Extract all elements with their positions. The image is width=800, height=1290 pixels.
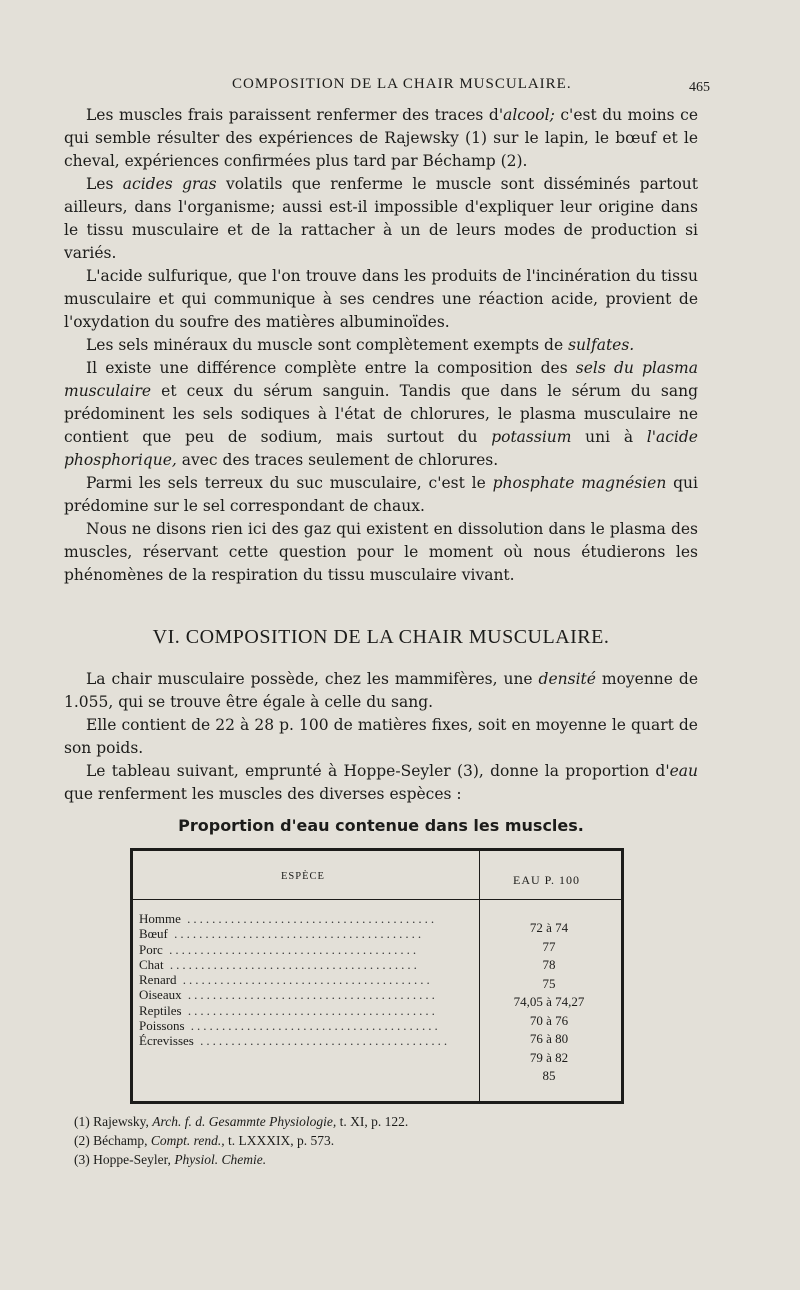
paragraph-matieres-fixes: Elle contient de 22 à 28 p. 100 de matières fixes, soit en moyenne le quart de son poids. bbox=[64, 716, 698, 757]
footnote-2: (2) Béchamp, Compt. rend., t. LXXXIX, p. 573. bbox=[74, 1133, 335, 1148]
paragraph-sels-terreux: Parmi les sels terreux du suc musculaire, c'est le phosphate magnésien qui prédomine sur le sel correspondant de chaux. bbox=[64, 474, 699, 515]
paragraph-acide-sulfurique: L'acide sulfurique, que l'on trouve dans les produits de l'incinération du tissu musculaire et qui communique à ses cendres une réaction acide, provient de l'oxydation du soufre des matières albuminoïdes. bbox=[64, 267, 698, 331]
footnotes bbox=[74, 1112, 674, 1169]
species-name: Chat bbox=[139, 956, 164, 972]
table-row-species bbox=[139, 957, 473, 972]
leader-dots: ........................................ bbox=[167, 926, 425, 942]
table-row-water: 79 à 82 bbox=[529, 1049, 569, 1065]
table-row-species bbox=[139, 987, 473, 1002]
table-row-species bbox=[139, 926, 473, 941]
section-title: VI. COMPOSITION DE LA CHAIR MUSCULAIRE. bbox=[152, 626, 610, 648]
species-name: Porc bbox=[139, 941, 163, 957]
table-row-species bbox=[139, 911, 473, 926]
species-name: Reptiles bbox=[139, 1002, 182, 1018]
footnote-3: (3) Hoppe-Seyler, Physiol. Chemie. bbox=[74, 1152, 267, 1167]
table-row-water: 85 bbox=[542, 1068, 556, 1083]
water-table bbox=[130, 848, 624, 1104]
paragraph-acides-gras: Les acides gras volatils que renferme le muscle sont disséminés partout ailleurs, dans l'organisme; aussi est-il impossible d'expliquer leur origine dans le tissu musculaire et de la rattacher à un de leurs modes de production si variés. bbox=[64, 175, 698, 262]
table-species-column bbox=[139, 911, 473, 1049]
species-name: Renard bbox=[139, 972, 177, 988]
page-number: 465 bbox=[689, 80, 710, 95]
paragraph-tableau: Le tableau suivant, emprunté à Hoppe-Seyler (3), donne la proportion d'eau que renferment les muscles des diverses espèces : bbox=[64, 762, 698, 803]
table-row-water: 77 bbox=[542, 938, 556, 954]
table-row-water: 72 à 74 bbox=[529, 920, 569, 935]
table-column-divider bbox=[479, 851, 480, 1101]
table-header-species: ESPÈCE bbox=[281, 871, 325, 882]
table-header-rule bbox=[133, 899, 621, 900]
leader-dots: ........................................ bbox=[162, 941, 420, 957]
leader-dots: ........................................ bbox=[176, 972, 433, 988]
table-row-water: 75 bbox=[542, 975, 556, 991]
leader-dots: ........................................ bbox=[181, 987, 438, 1003]
running-head bbox=[60, 74, 710, 104]
table-caption: Proportion d'eau contenue dans les muscles. bbox=[178, 816, 584, 835]
paragraph-densite: La chair musculaire possède, chez les mammifères, une densité moyenne de 1.055, qui se trouve être égale à celle du sang. bbox=[64, 670, 698, 711]
table-row-water: 78 bbox=[542, 957, 556, 972]
table-water-column bbox=[489, 919, 609, 1086]
species-name: Bœuf bbox=[139, 926, 168, 942]
table-row-species bbox=[139, 942, 473, 957]
table-row-species bbox=[139, 1033, 473, 1048]
footnote-1: (1) Rajewsky, Arch. f. d. Gesammte Physiologie, t. XI, p. 122. bbox=[74, 1114, 409, 1129]
leader-dots: ........................................ bbox=[193, 1033, 451, 1049]
table-row-water: 76 à 80 bbox=[529, 1031, 569, 1046]
species-name: Écrevisses bbox=[139, 1033, 194, 1049]
table-row-water: 70 à 76 bbox=[529, 1012, 569, 1028]
body-text-section bbox=[64, 668, 698, 806]
table-row-water: 74,05 à 74,27 bbox=[513, 994, 585, 1009]
paragraph-plasma: Il existe une différence complète entre la composition des sels du plasma musculaire et ceux du sérum sanguin. Tandis que dans le sérum du sang prédominent les sels sodiques à l'état de chlorures, le plasma musculaire ne contient que peu de sodium, mais surtout du potassium uni à l'acide phosphorique, avec des traces seulement de chlorures. bbox=[64, 359, 699, 469]
table-header-water: EAU P. 100 bbox=[513, 873, 581, 887]
table-row-species bbox=[139, 1003, 473, 1018]
leader-dots: ........................................ bbox=[163, 956, 420, 972]
paragraph-gaz: Nous ne disons rien ici des gaz qui existent en dissolution dans le plasma des muscles, réservant cette question pour le moment où nous étudierons les phénomènes de la respiration du tissu musculaire vivant. bbox=[64, 520, 698, 584]
paragraph-alcool: Les muscles frais paraissent renfermer des traces d'alcool; c'est du moins ce qui semble résulter des expériences de Rajewsky (1) sur le lapin, le bœuf et le cheval, expériences confirmées plus tard par Béchamp (2). bbox=[64, 106, 698, 170]
species-name: Homme bbox=[139, 911, 181, 926]
table-row-species bbox=[139, 1018, 473, 1033]
body-text-top bbox=[64, 104, 698, 587]
species-name: Poissons bbox=[139, 1018, 185, 1034]
table-row-species bbox=[139, 972, 473, 987]
leader-dots: ........................................ bbox=[181, 1002, 438, 1018]
leader-dots: ........................................ bbox=[180, 911, 438, 926]
paragraph-sels-mineraux: Les sels minéraux du muscle sont complètement exempts de sulfates. bbox=[86, 336, 635, 354]
leader-dots: ........................................ bbox=[184, 1018, 441, 1034]
running-title: COMPOSITION DE LA CHAIR MUSCULAIRE. bbox=[232, 76, 572, 92]
species-name: Oiseaux bbox=[139, 987, 182, 1003]
